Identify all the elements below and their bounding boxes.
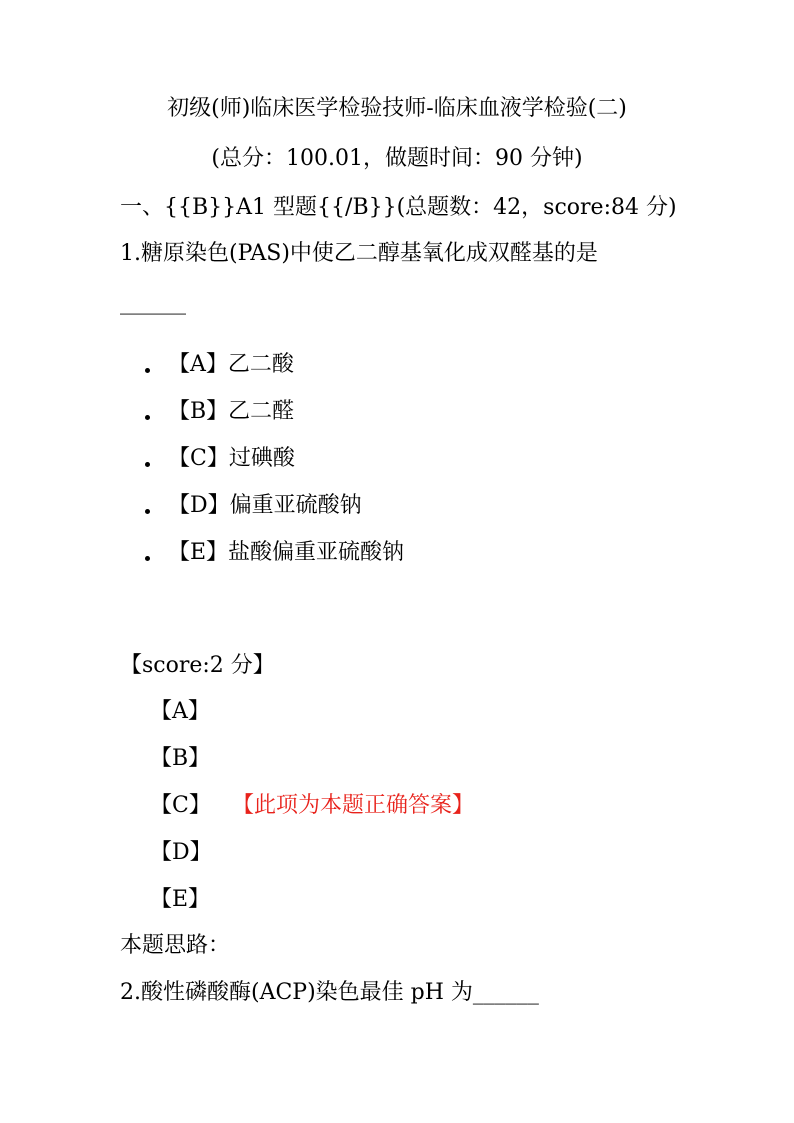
answer-d: 【D】 [150, 840, 212, 865]
bullet-icon [145, 368, 150, 373]
question-1-score: 【score:2 分】 [120, 653, 275, 678]
document-title: 初级(师)临床医学检验技师-临床血液学检验(二) [167, 96, 627, 121]
bullet-icon [145, 462, 150, 467]
question-1-blank: ______ [120, 290, 186, 315]
section-heading: 一、{{B}}A1 型题{{/B}}(总题数：42，score:84 分) [120, 195, 677, 220]
option-d: 【D】偏重亚硫酸钠 [168, 493, 362, 518]
question-2-text: 2.酸性磷酸酶(ACP)染色最佳 pH 为______ [120, 980, 539, 1005]
document-subtitle: (总分：100.01，做题时间：90 分钟) [211, 146, 583, 171]
option-a: 【A】乙二酸 [168, 352, 294, 377]
correct-answer-note: 【此项为本题正确答案】 [232, 793, 475, 818]
answer-e: 【E】 [150, 887, 211, 912]
option-e: 【E】盐酸偏重亚硫酸钠 [168, 540, 405, 565]
question-1-text: 1.糖原染色(PAS)中使乙二醇基氧化成双醛基的是 [120, 241, 598, 266]
answer-b: 【B】 [150, 746, 211, 771]
bullet-icon [145, 556, 150, 561]
question-1-analysis-label: 本题思路： [120, 933, 231, 958]
answer-a: 【A】 [150, 699, 210, 724]
bullet-icon [145, 509, 150, 514]
answer-c: 【C】 [150, 793, 211, 818]
bullet-icon [145, 415, 150, 420]
option-c: 【C】过碘酸 [168, 446, 295, 471]
option-b: 【B】乙二醛 [168, 399, 295, 424]
